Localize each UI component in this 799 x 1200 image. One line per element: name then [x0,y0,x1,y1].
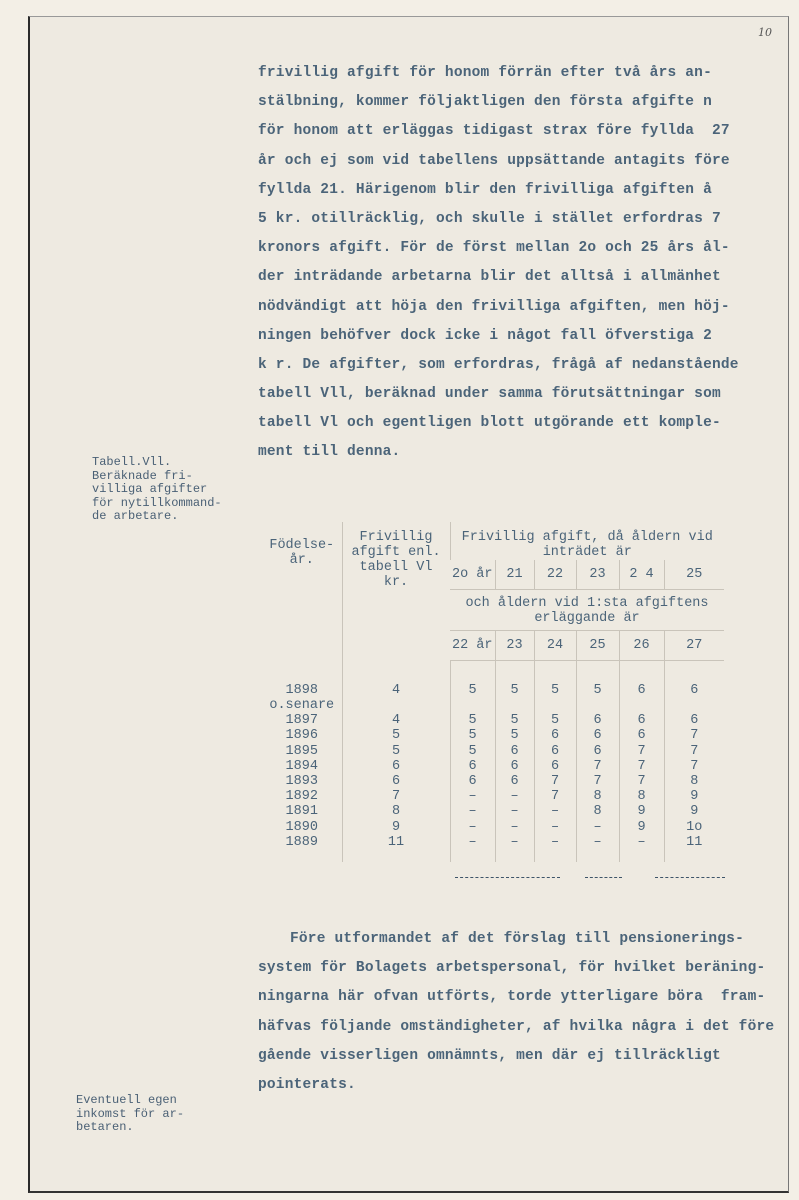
header-fee-table-vi: Frivillig afgift enl. tabell Vl kr. [342,522,450,661]
value-cell: 6 [619,728,664,743]
fee-table [262,522,724,862]
value-cell: 5 [450,728,495,743]
value-cell: 7 [619,744,664,759]
value-cell: 7 [664,744,724,759]
fee-cell: 7 [342,789,450,804]
value-cell: 6 [664,661,724,714]
value-cell: 5 [534,713,576,728]
value-cell: 8 [619,789,664,804]
entry-age-cell: 25 [664,560,724,590]
value-cell: 5 [534,661,576,714]
value-cell: 5 [495,713,534,728]
birth-year-cell: 1893 [285,774,318,790]
table-row [262,759,724,774]
value-cell: 7 [576,774,619,789]
header-first-fee-age: och åldern vid 1:sta afgiftens erläggande är [450,590,724,631]
text-line: häfvas följande omständigheter, af hvilka några i det före [258,1018,775,1035]
separator-dashes [585,877,622,879]
value-cell: 7 [619,759,664,774]
text-line: Före utformandet af det förslag till pensionerings- [290,931,744,947]
birth-year-cell: 1891 [285,804,318,820]
value-cell: 6 [450,759,495,774]
fee-cell: 6 [342,774,450,789]
fee-cell: 11 [342,835,450,850]
header-birth-year: Födelse- år. [269,538,335,568]
birth-year-cell: 1892 [285,789,318,805]
value-cell: 9 [619,820,664,835]
value-cell: 9 [619,804,664,819]
first-fee-age-cell: 23 [495,631,534,661]
table-row [262,804,724,819]
value-cell: 6 [534,759,576,774]
table-row [262,744,724,759]
value-cell: – [450,820,495,835]
table-row [262,728,724,743]
paragraph-top [258,59,738,468]
separator-dashes [655,877,725,879]
text-line: gående visserligen omnämnts, men där ej tillräckligt [258,1047,721,1064]
value-cell: 7 [534,789,576,804]
value-cell: 6 [534,728,576,743]
text-line: stälbning, kommer följaktligen den första afgifte n [258,94,712,111]
value-cell: 5 [495,661,534,714]
value-cell: 7 [534,774,576,789]
entry-age-cell: 2o år [450,560,495,590]
value-cell: 6 [450,774,495,789]
table-row [262,774,724,789]
text-line: system för Bolagets arbetspersonal, för hvilket beräning- [258,960,766,977]
value-cell: 6 [534,744,576,759]
value-cell: – [495,835,534,850]
table-row [262,789,724,804]
value-cell: 6 [576,728,619,743]
table-row [262,661,724,714]
value-cell: 1o [664,820,724,835]
first-fee-age-cell: 25 [576,631,619,661]
birth-year-cell: 1890 [285,819,318,835]
margin-note-table-caption: Tabell.Vll. Beräknade fri- villiga afgifter för nytillkommand- de arbetare. [92,455,222,524]
fee-cell: 4 [342,713,450,728]
fee-cell: 9 [342,820,450,835]
value-cell: 8 [576,804,619,819]
value-cell: – [576,835,619,850]
value-cell: 8 [664,774,724,789]
first-fee-age-cell: 24 [534,631,576,661]
text-line: ningarna här ofvan utförts, torde ytterligare böra fram- [258,989,766,1006]
birth-year-cell: 1894 [285,758,318,774]
table-bottom-spacer [262,850,724,862]
birth-year-cell: 1896 [285,728,318,744]
value-cell: 6 [495,744,534,759]
text-line: fyllda 21. Härigenom blir den frivilliga afgiften å [258,181,712,198]
birth-year-cell: 1898 o.senare [269,682,335,713]
value-cell: 6 [576,713,619,728]
margin-note-income: Eventuell egen inkomst för ar- betaren. [76,1093,185,1135]
birth-year-cell: 1895 [285,743,318,759]
value-cell: – [495,804,534,819]
value-cell: – [619,835,664,850]
birth-year-cell: 1897 [285,713,318,729]
value-cell: 6 [619,713,664,728]
entry-age-cell: 22 [534,560,576,590]
value-cell: 7 [576,759,619,774]
text-line: ningen behöfver dock icke i något fall öfverstiga 2 [258,327,712,344]
value-cell: 7 [619,774,664,789]
text-line: för honom att erläggas tidigast strax före fyllda 27 [258,123,730,140]
value-cell: 6 [495,759,534,774]
first-fee-age-cell: 26 [619,631,664,661]
fee-cell: 5 [342,728,450,743]
first-fee-age-cell: 22 år [450,631,495,661]
first-fee-age-cell: 27 [664,631,724,661]
entry-age-cell: 21 [495,560,534,590]
value-cell: – [576,820,619,835]
value-cell: 5 [450,744,495,759]
value-cell: – [495,820,534,835]
text-line: pointerats. [258,1076,356,1093]
value-cell: 5 [576,661,619,714]
value-cell: – [495,789,534,804]
fee-cell: 5 [342,744,450,759]
value-cell: – [534,804,576,819]
fee-cell: 4 [342,661,450,714]
value-cell: 6 [619,661,664,714]
text-line: tabell Vll, beräknad under samma förutsättningar som [258,386,721,403]
fee-cell: 8 [342,804,450,819]
paragraph-bottom [258,925,775,1100]
birth-year-cell: 1889 [285,834,318,850]
table-row [262,835,724,850]
text-line: kronors afgift. För de först mellan 2o och 25 års ål- [258,240,730,257]
value-cell: 6 [576,744,619,759]
value-cell: 7 [664,728,724,743]
value-cell: – [534,835,576,850]
table-row [262,713,724,728]
value-cell: 8 [576,789,619,804]
value-cell: 5 [495,728,534,743]
value-cell: – [450,835,495,850]
text-line: år och ej som vid tabellens uppsättande antagits före [258,152,730,169]
separator-dashes [455,877,560,879]
text-line: tabell Vl och egentligen blott utgörande ett komple- [258,415,721,432]
page-number: 10 [758,26,772,39]
header-entry-age: Frivillig afgift, då åldern vid inträdet är [450,522,724,560]
value-cell: – [534,820,576,835]
value-cell: 6 [664,713,724,728]
text-line: nödvändigt att höja den frivilliga afgiften, men höj- [258,298,730,315]
value-cell: 7 [664,759,724,774]
text-line: ment till denna. [258,444,401,461]
value-cell: 5 [450,713,495,728]
text-line: k r. De afgifter, som erfordras, frågå af nedanstående [258,356,739,373]
fee-cell: 6 [342,759,450,774]
value-cell: 9 [664,804,724,819]
table-row [262,820,724,835]
value-cell: – [450,804,495,819]
value-cell: 9 [664,789,724,804]
entry-age-cell: 2 4 [619,560,664,590]
text-line: der inträdande arbetarna blir det alltså i allmänhet [258,269,721,286]
value-cell: 6 [495,774,534,789]
value-cell: 5 [450,661,495,714]
value-cell: 11 [664,835,724,850]
text-line: frivillig afgift för honom förrän efter två års an- [258,65,712,81]
text-line: 5 kr. otillräcklig, och skulle i stället erfordras 7 [258,210,721,227]
value-cell: – [450,789,495,804]
entry-age-cell: 23 [576,560,619,590]
